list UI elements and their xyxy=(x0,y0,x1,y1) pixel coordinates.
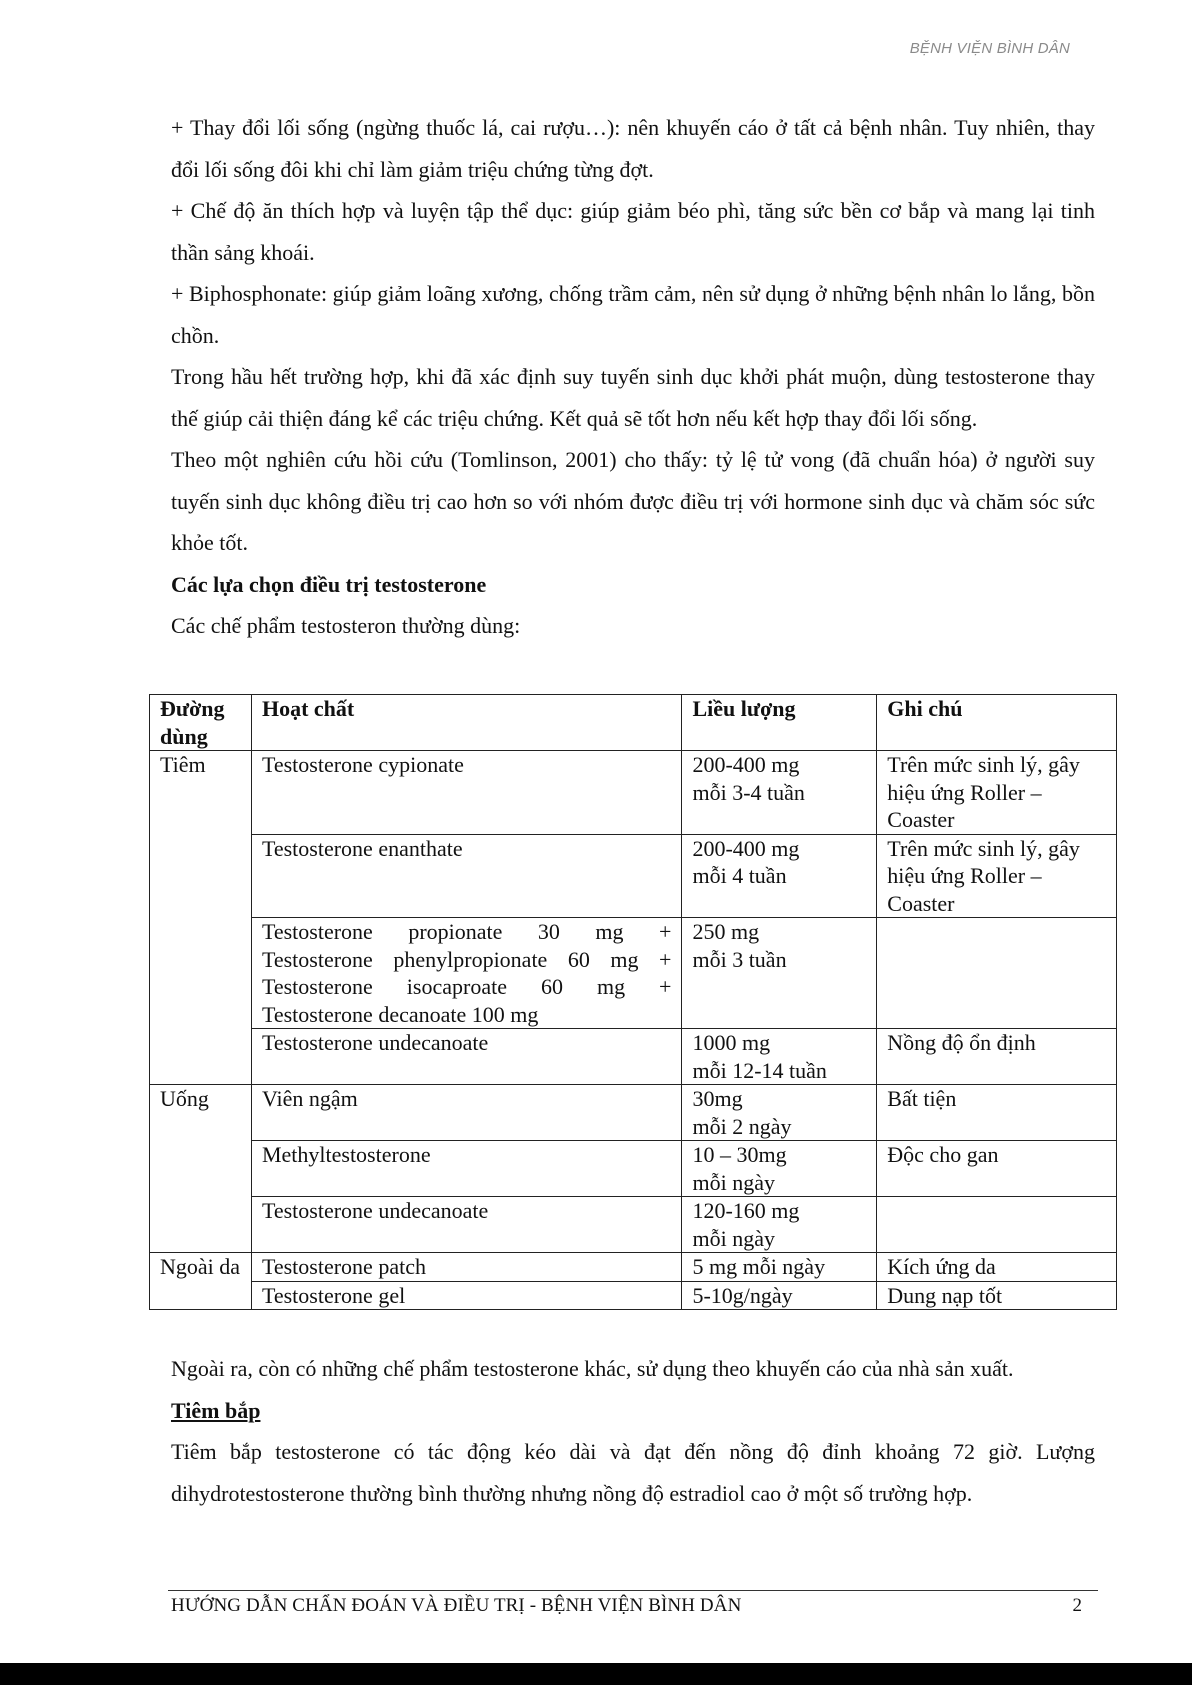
note-cell: Dung nạp tốt xyxy=(877,1281,1117,1310)
dose-cell: 120-160 mg mỗi ngày xyxy=(682,1197,877,1253)
route-cell: Tiêm xyxy=(150,751,252,1085)
route-cell: Uống xyxy=(150,1085,252,1253)
table-row xyxy=(150,1281,1117,1310)
note-cell: Độc cho gan xyxy=(877,1141,1117,1197)
table-row xyxy=(150,834,1117,918)
table-row xyxy=(150,751,1117,835)
dose-cell: 200-400 mg mỗi 4 tuần xyxy=(682,834,877,918)
subheading-im: Tiêm bắp xyxy=(171,1397,261,1423)
paragraph-im: Tiêm bắp testosterone có tác động kéo dài và đạt đến nồng độ đỉnh khoảng 72 giờ. Lượng dihydrotestosterone thường bình thường nhưng nồng độ estradiol cao ở một số trường hợp. xyxy=(171,1439,1095,1506)
dose-cell: 250 mg mỗi 3 tuần xyxy=(682,918,877,1029)
section-heading: Các lựa chọn điều trị testosterone xyxy=(171,571,487,597)
dose-cell: 30mg mỗi 2 ngày xyxy=(682,1085,877,1141)
paragraph-biphosphonate: + Biphosphonate: giúp giảm loãng xương, chống trầm cảm, nên sử dụng ở những bệnh nhân lo lắng, bồn chồn. xyxy=(171,281,1095,348)
dose-cell: 5 mg mỗi ngày xyxy=(682,1253,877,1282)
dose-cell: 200-400 mg mỗi 3-4 tuần xyxy=(682,751,877,835)
note-cell: Kích ứng da xyxy=(877,1253,1117,1282)
drug-cell: Testosterone undecanoate xyxy=(251,1029,682,1085)
paragraph-other-preparations: Ngoài ra, còn có những chế phẩm testosterone khác, sử dụng theo khuyến cáo của nhà sản xuất. xyxy=(171,1356,1014,1381)
header-note: Ghi chú xyxy=(877,695,1117,751)
table-row xyxy=(150,1085,1117,1141)
note-cell: Nồng độ ổn định xyxy=(877,1029,1117,1085)
paragraph-diet: + Chế độ ăn thích hợp và luyện tập thể dục: giúp giảm béo phì, tăng sức bền cơ bắp và mang lại tinh thần sảng khoái. xyxy=(171,198,1095,265)
table-header-row xyxy=(150,695,1117,751)
table-row xyxy=(150,1029,1117,1085)
paragraph-testosterone-replacement: Trong hầu hết trường hợp, khi đã xác định suy tuyến sinh dục khởi phát muộn, dùng testosterone thay thế giúp cải thiện đáng kể các triệu chứng. Kết quả sẽ tốt hơn nếu kết hợp thay đổi lối sống. xyxy=(171,364,1095,431)
dose-cell: 5-10g/ngày xyxy=(682,1281,877,1310)
route-cell: Ngoài da xyxy=(150,1253,252,1310)
drug-cell: Testosterone propionate 30 mg + Testosterone phenylpropionate 60 mg + Testosterone isocaproate 60 mg + Testosterone decanoate 100 mg xyxy=(251,918,682,1029)
header-drug: Hoạt chất xyxy=(251,695,682,751)
after-table-text xyxy=(171,1348,1095,1514)
note-cell: Trên mức sinh lý, gây hiệu ứng Roller – Coaster xyxy=(877,751,1117,835)
drug-cell: Testosterone undecanoate xyxy=(251,1197,682,1253)
footer-divider xyxy=(168,1590,1098,1591)
footer-title: HƯỚNG DẪN CHẨN ĐOÁN VÀ ĐIỀU TRỊ - BỆNH VIỆN BÌNH DÂN xyxy=(171,1595,742,1616)
drug-cell: Methyltestosterone xyxy=(251,1141,682,1197)
paragraph-lifestyle: + Thay đổi lối sống (ngừng thuốc lá, cai rượu…): nên khuyến cáo ở tất cả bệnh nhân. Tuy nhiên, thay đổi lối sống đôi khi chỉ làm giảm triệu chứng từng đợt. xyxy=(171,115,1095,182)
drug-cell: Testosterone cypionate xyxy=(251,751,682,835)
note-cell xyxy=(877,918,1117,1029)
table-row xyxy=(150,1141,1117,1197)
drug-cell: Testosterone patch xyxy=(251,1253,682,1282)
note-cell xyxy=(877,1197,1117,1253)
main-text xyxy=(171,107,1095,647)
page-number: 2 xyxy=(1072,1595,1082,1616)
table-intro: Các chế phẩm testosteron thường dùng: xyxy=(171,613,521,638)
dose-cell: 10 – 30mg mỗi ngày xyxy=(682,1141,877,1197)
table-row xyxy=(150,918,1117,1029)
paragraph-study: Theo một nghiên cứu hồi cứu (Tomlinson, 2001) cho thấy: tỷ lệ tử vong (đã chuẩn hóa) ở người suy tuyến sinh dục không điều trị cao hơn so với nhóm được điều trị với hormone sinh dục và chăm sóc sức khỏe tốt. xyxy=(171,447,1095,555)
header-dose: Liều lượng xyxy=(682,695,877,751)
table-row xyxy=(150,1253,1117,1282)
testosterone-table xyxy=(149,694,1117,1310)
note-cell: Trên mức sinh lý, gây hiệu ứng Roller – Coaster xyxy=(877,834,1117,918)
bottom-edge-bar xyxy=(0,1663,1192,1685)
table-row xyxy=(150,1197,1117,1253)
header-route: Đường dùng xyxy=(150,695,252,751)
note-cell: Bất tiện xyxy=(877,1085,1117,1141)
running-header: BỆNH VIỆN BÌNH DÂN xyxy=(909,40,1070,57)
dose-cell: 1000 mg mỗi 12-14 tuần xyxy=(682,1029,877,1085)
drug-cell: Viên ngậm xyxy=(251,1085,682,1141)
drug-cell: Testosterone enanthate xyxy=(251,834,682,918)
drug-cell: Testosterone gel xyxy=(251,1281,682,1310)
